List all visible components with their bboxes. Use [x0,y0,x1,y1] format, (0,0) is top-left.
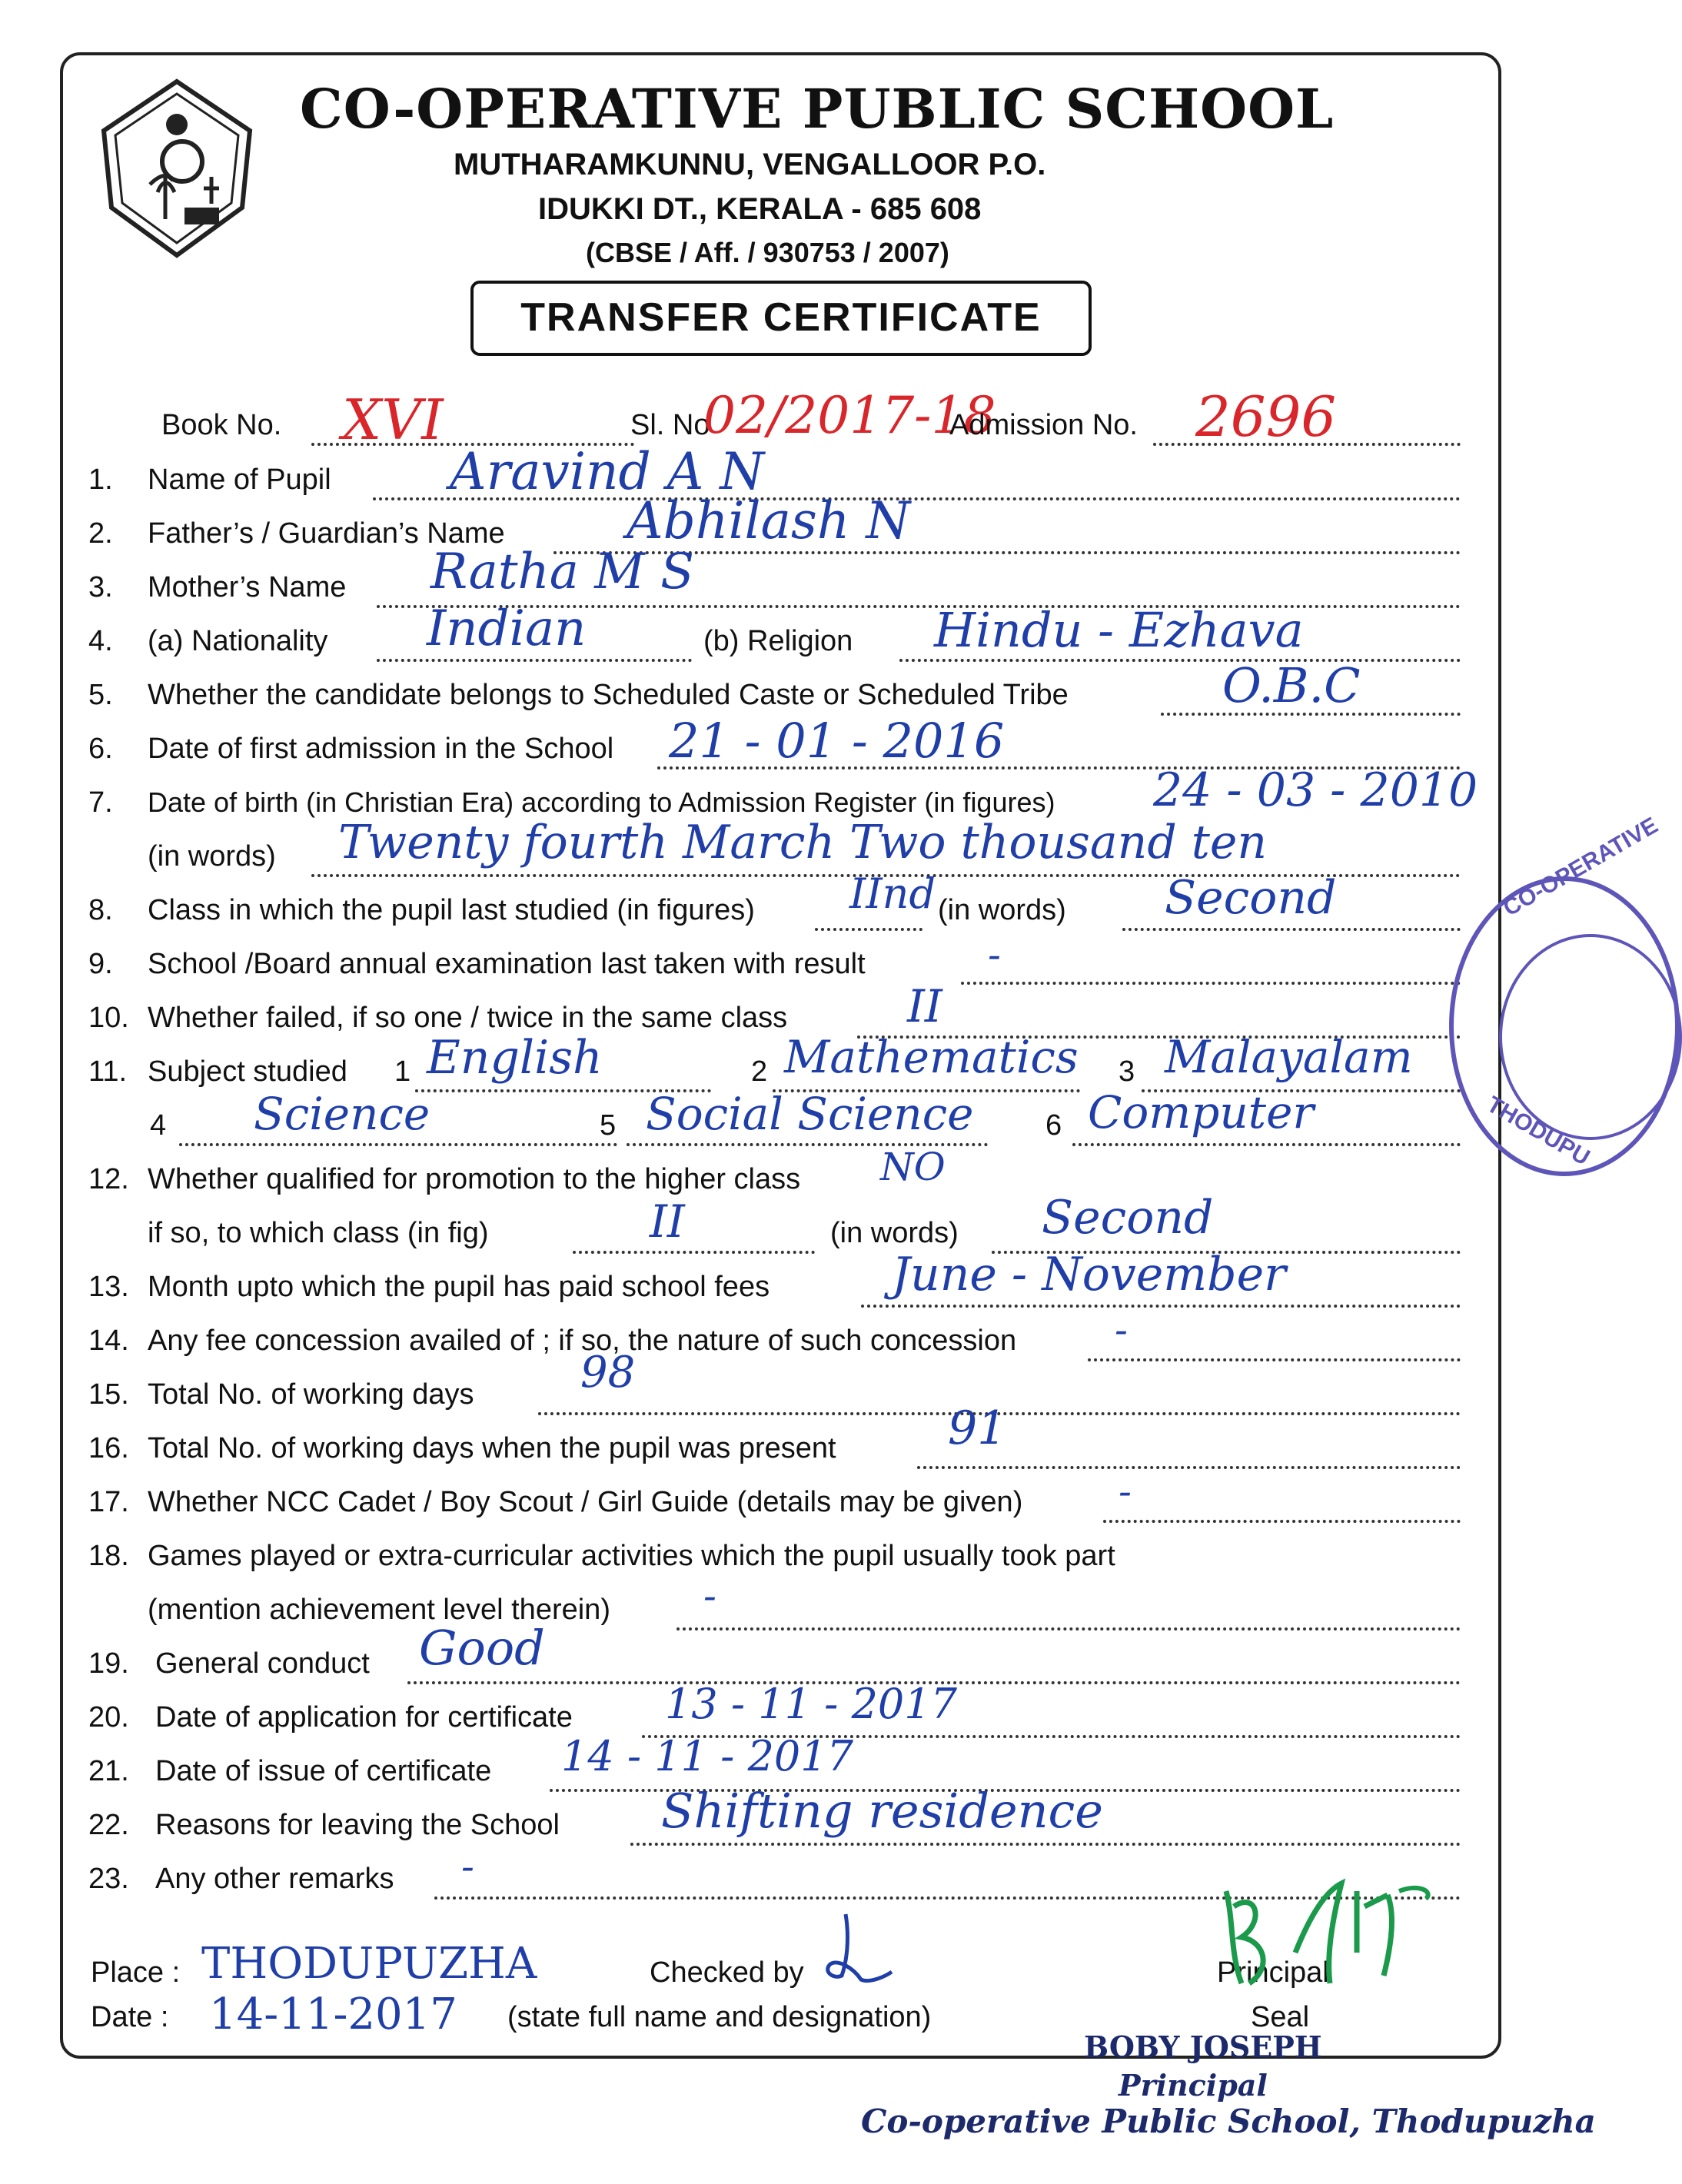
field-label: Whether NCC Cadet / Boy Scout / Girl Guide (details may be given) [148,1486,1023,1518]
field-row [88,1574,1464,1634]
field-label: Month upto which the pupil has paid school fees [148,1271,770,1303]
field-row [88,1308,1464,1365]
subject-number: 1 [394,1055,411,1088]
days-present-value: 91 [948,1401,1007,1455]
admission-value: 2696 [1195,384,1337,449]
field-label: Father’s / Guardian’s Name [148,517,505,550]
field-row [88,1248,1464,1311]
school-logo-icon [96,77,258,261]
field-label: Whether qualified for promotion to the higher class [148,1163,801,1195]
place-label: Place : [91,1956,181,1989]
working-days-value: 98 [580,1348,636,1398]
dotted-line [917,1466,1461,1469]
field-number: 12. [88,1163,129,1195]
dotted-line [630,1843,1461,1846]
subject-3-value: Malayalam [1165,1031,1413,1083]
promotion-class-words-value: Second [1042,1191,1214,1245]
field-row [88,1348,1464,1418]
dotted-line [899,659,1461,662]
field-number: 8. [88,894,113,926]
issue-date-value: 14 - 11 - 2017 [561,1732,854,1780]
fee-concession-value: - [1115,1308,1128,1352]
field-number: 5. [88,679,113,711]
field-label-b: (in words) [148,840,276,873]
religion-value: Hindu - Ezhava [934,602,1304,658]
mother-name-value: Ratha M S [430,544,694,600]
field-row [88,1145,1464,1203]
field-number: 13. [88,1271,129,1303]
pupil-name-value: Aravind A N [450,442,765,501]
dotted-line [573,1251,815,1254]
stamp-bottom-text: THODUPU [1482,1092,1594,1171]
field-label-b: (in words) [938,894,1066,926]
field-row [88,1086,1464,1149]
subject-number: 5 [600,1109,617,1142]
date-value: 14-11-2017 [209,1990,457,2039]
stamp-top-text: CO-OPERATIVE [1499,812,1663,922]
field-number: 10. [88,1002,129,1034]
book-value: XVI [342,387,444,452]
field-number: 14. [88,1325,129,1357]
field-label: Date of issue of certificate [155,1755,492,1787]
subject-number: 4 [150,1109,167,1142]
seal-title: Principal [1119,2068,1268,2103]
subject-number: 2 [751,1055,768,1088]
subject-number: 3 [1119,1055,1135,1088]
principal-label: Principal [1217,1956,1329,1989]
promotion-value: NO [880,1145,946,1189]
field-number: 1. [88,464,113,496]
field-label: Date of first admission in the School [148,733,614,765]
field-label: Games played or extra-curricular activities which the pupil usually took part [148,1540,1115,1572]
field-number: 15. [88,1378,129,1411]
subject-number: 6 [1045,1109,1062,1142]
dotted-line [861,1305,1461,1308]
caste-value: O.B.C [1222,657,1361,713]
ncc-value: - [1119,1469,1132,1514]
field-label: (a) Nationality [148,625,328,657]
dotted-line [961,982,1461,985]
admission-label: Admission No. [949,409,1138,441]
exam-result-value: - [988,932,1001,977]
field-label-b: if so, to which class (in fig) [148,1217,489,1249]
field-number: 2. [88,517,113,550]
field-number: 4. [88,625,113,657]
field-label: Any fee concession availed of ; if so, the nature of such concession [148,1325,1017,1357]
activities-value: - [703,1574,716,1618]
field-label: Name of Pupil [148,464,331,496]
checked-by-sub: (state full name and designation) [507,2001,932,2033]
fees-paid-value: June - November [892,1248,1286,1301]
field-number: 3. [88,571,113,603]
application-date-value: 13 - 11 - 2017 [665,1680,958,1728]
field-number: 9. [88,948,113,980]
field-row [88,1469,1464,1526]
field-label: Class in which the pupil last studied (in figures) [148,894,755,926]
last-class-words-value: Second [1165,871,1337,925]
checked-by-label: Checked by [650,1956,804,1989]
field-label: Total No. of working days when the pupil was present [148,1432,836,1464]
address-line-1: MUTHARAMKUNNU, VENGALLOOR P.O. [454,148,1046,181]
subject-4-value: Science [254,1088,430,1140]
conduct-value: Good [419,1620,545,1676]
field-label: Any other remarks [155,1863,394,1895]
field-number: 20. [88,1701,129,1734]
subject-1-value: English [427,1031,603,1085]
field-label: General conduct [155,1647,370,1680]
remarks-value: - [461,1844,474,1889]
field-number: 23. [88,1863,129,1895]
dob-words-value: Twenty fourth March Two thousand ten [338,816,1268,869]
date-label: Date : [91,2001,169,2033]
field-number: 11. [88,1055,128,1088]
guardian-name-value: Abhilash N [627,491,911,550]
field-label-b: (mention achievement level therein) [148,1594,610,1626]
field-label: Mother’s Name [148,571,347,603]
school-name: CO-OPERATIVE PUBLIC SCHOOL [300,77,1335,141]
subject-6-value: Computer [1088,1086,1315,1139]
sl-value: 02/2017-18 [703,386,996,445]
field-row [88,1783,1464,1849]
dotted-line [1072,1143,1461,1146]
dotted-line [1103,1520,1461,1523]
field-number: 22. [88,1809,129,1841]
dotted-line [1122,928,1461,931]
dob-figures-value: 24 - 03 - 2010 [1153,763,1478,817]
field-row [88,491,1464,557]
seal-label: Seal [1251,2001,1310,2033]
field-number: 17. [88,1486,129,1518]
admission-date-value: 21 - 01 - 2016 [669,713,1005,769]
dotted-line [179,1143,617,1146]
document-title: TRANSFER CERTIFICATE [470,281,1092,356]
field-label-b: (b) Religion [703,625,853,657]
field-number: 19. [88,1647,129,1680]
promotion-class-figures-value: II [650,1195,685,1248]
seal-school: Co-operative Public School, Thodupuzha [861,2103,1596,2140]
dotted-line [1088,1358,1461,1361]
dotted-line [815,928,922,931]
subject-5-value: Social Science [646,1088,974,1140]
book-label: Book No. [161,409,282,441]
address-line-2: IDUKKI DT., KERALA - 685 608 [538,192,982,226]
field-number: 18. [88,1540,129,1572]
field-number: 16. [88,1432,129,1464]
failed-value: II [907,980,942,1032]
field-label: Reasons for leaving the School [155,1809,560,1841]
dotted-line [676,1627,1461,1631]
field-label: Whether failed, if so one / twice in the same class [148,1002,788,1034]
checker-signature [815,1906,899,1991]
field-row [88,1401,1464,1472]
field-number: 6. [88,733,113,765]
principal-signature [1211,1860,1441,2006]
nationality-value: Indian [427,600,587,657]
dotted-line [377,659,692,662]
field-label: Date of application for certificate [155,1701,573,1734]
subject-2-value: Mathematics [784,1031,1079,1083]
field-number: 21. [88,1755,129,1787]
field-label: Total No. of working days [148,1378,474,1411]
sl-label: Sl. No [630,409,710,441]
field-row [88,869,1464,934]
last-class-figures-value: IInd [849,869,936,918]
seal-name: BOBY JOSEPH [1084,2029,1322,2064]
affiliation: (CBSE / Aff. / 930753 / 2007) [586,237,949,268]
place-value: THODUPUZHA [201,1939,537,1989]
book-line [88,384,1464,452]
field-label-c: (in words) [830,1217,959,1249]
field-label: Subject studied [148,1055,347,1088]
field-number: 7. [88,786,113,819]
leaving-reason-value: Shifting residence [661,1783,1103,1839]
field-label: Date of birth (in Christian Era) according to Admission Register (in figures) [148,786,1055,818]
field-label: School /Board annual examination last taken with result [148,948,866,980]
field-label: Whether the candidate belongs to Scheduled Caste or Scheduled Tribe [148,679,1069,711]
field-row [88,1540,1464,1580]
field-row [88,932,1464,988]
